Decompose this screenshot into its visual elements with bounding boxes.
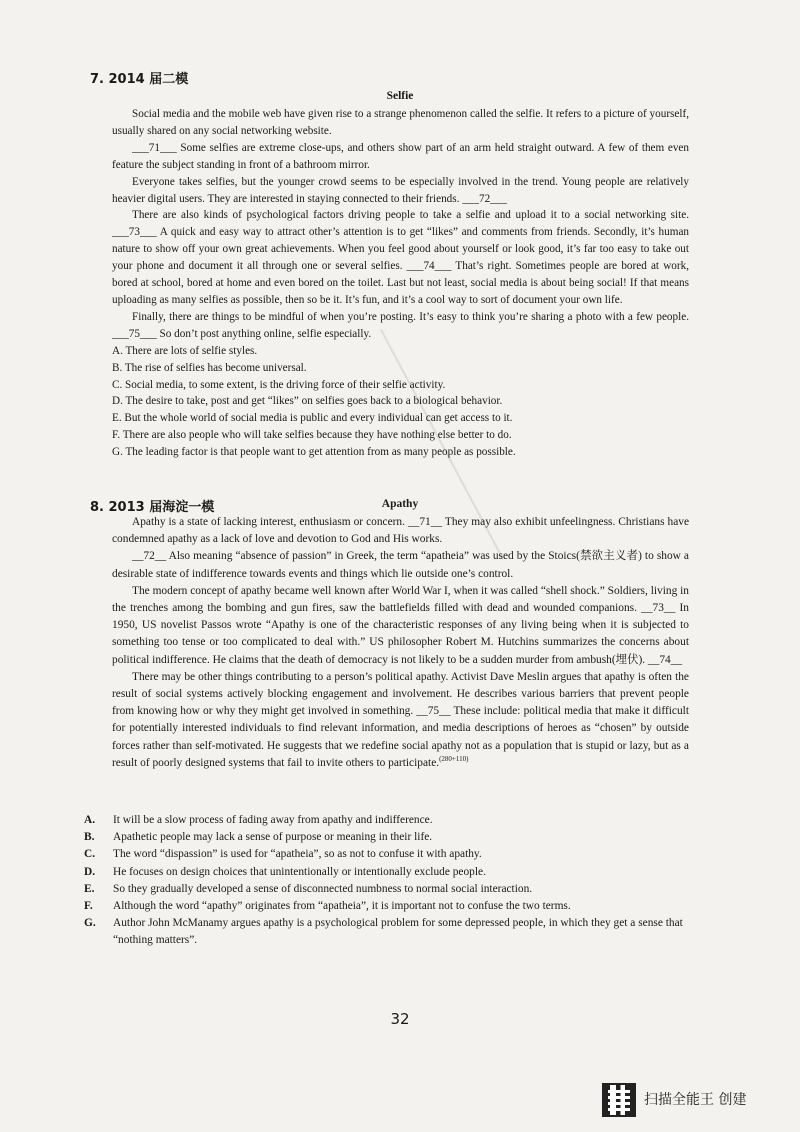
paragraph: Social media and the mobile web have given rise to a strange phenomenon called the selfie. It refers to a picture of yourself, usually shared on any social networking website.: [112, 108, 689, 137]
option-f: F. There are also people who will take selfies because they have nothing else better to do.: [112, 429, 512, 442]
option-d: [84, 864, 704, 881]
option-text: The word “dispassion” is used for “apatheia”, so as not to confuse it with apathy.: [113, 848, 482, 861]
paragraph: Everyone takes selfies, but the younger crowd seems to be especially involved in the trend. Young people are relatively heavier digital users. They are interested in staying connected to their friends. ___72___: [112, 175, 689, 205]
option-letter: G.: [84, 917, 96, 930]
option-letter: E.: [84, 882, 95, 895]
section-7-heading: 7. 2014 届二模: [90, 72, 189, 87]
option-text: Author John McManamy argues apathy is a psychological problem for some depressed people, in which they get a sense that “nothing matters”.: [113, 917, 683, 947]
section-8-passage: [112, 514, 689, 772]
option-g: G. The leading factor is that people want to get attention from as many people as possible.: [112, 446, 516, 459]
option-letter: B.: [84, 831, 95, 844]
option-a: [84, 812, 704, 829]
section-7-passage: [112, 106, 689, 461]
section-8-title: Apathy: [381, 498, 419, 510]
paragraph-text: There may be other things contributing to a person’s political apathy. Activist Dave Meslin argues that apathy is often the result of social systems actively blocking engagement and involvement. He describes various barriers that prevent people from knowing how or why they might get involved in something. __75__ These include: political media that make it difficult for potentially interested individuals to find relevant information, and media descriptions of heroes as “chosen” by outside forces rather than self-motivated. He suggests that we redefine social apathy not as a population that is stupid or lazy, but as a result of poorly designed systems that fail to invite others to participate.: [112, 670, 689, 769]
paragraph: ___71___ Some selfies are extreme close-ups, and others show part of an arm held straight outward. A few of them even feature the subject standing in front of a bathroom mirror.: [112, 141, 689, 171]
option-text: Apathetic people may lack a sense of purpose or meaning in their life.: [113, 831, 433, 844]
paragraph: [112, 669, 689, 772]
paragraph: The modern concept of apathy became well known after World War I, when it was called “shell shock.” Soldiers, living in the trenches among the bombing and gun fires, saw the battlefields filled with dead and wounded companions. __73__ In 1950, US novelist Passos wrote “Apathy is one of the characteristic responses of any living being when it is subjected to something too tense or too complicated to deal with.” US philosopher Robert M. Hutchins summarizes the concerns about political indifference. He claims that the death of democracy is not likely to be a sudden murder from ambush(埋伏). __74__: [112, 584, 689, 666]
option-g: [84, 915, 704, 949]
option-text: So they gradually developed a sense of disconnected numbness to normal social interaction.: [113, 882, 533, 895]
option-b: [84, 829, 704, 846]
option-b: B. The rise of selfies has become universal.: [112, 361, 307, 374]
option-text: Although the word “apathy” originates from “apatheia”, it is important not to confuse the two terms.: [113, 900, 571, 913]
paragraph: Finally, there are things to be mindful of when you’re posting. It’s easy to think you’re sharing a photo with a few people. ___75___ So don’t post anything online, selfie especially.: [112, 310, 689, 340]
option-text: It will be a slow process of fading away from apathy and indifference.: [113, 814, 433, 826]
option-text: He focuses on design choices that unintentionally or intentionally exclude people.: [113, 865, 486, 878]
word-count-note: (280+110): [439, 755, 469, 764]
option-e: E. But the whole world of social media is public and every individual can get access to it.: [112, 412, 513, 425]
page-number: 32: [390, 1010, 410, 1028]
qr-code-icon: [602, 1083, 636, 1117]
option-c: C. Social media, to some extent, is the driving force of their selfie activity.: [112, 378, 446, 391]
option-a: A. There are lots of selfie styles.: [112, 344, 258, 357]
paragraph: There are also kinds of psychological factors driving people to take a selfie and upload it to a social networking site. ___73___ A quick and easy way to attract other’s attention is to get “likes” and comments from friends. Secondly, it’s human nature to show off your own great achievements. When you feel good about yourself or look good, it’s far too easy to take out your phone and document it all through one or several selfies. ___74___ That’s right. Sometimes people are bored at work, bored at school, bored at home and even bored on the toilet. Last but not least, social media is about being social! If that means uploading as many selfies as possible, then so be it. It’s fun, and it’s a cool way to sort of document your own life.: [112, 209, 689, 306]
option-f: [84, 898, 704, 915]
scanner-brand-label: 扫描全能王 创建: [644, 1092, 747, 1108]
option-letter: D.: [84, 865, 96, 878]
section-8-heading: 8. 2013 届海淀一模: [90, 500, 215, 515]
option-e: [84, 881, 704, 898]
option-d: D. The desire to take, post and get “likes” on selfies goes back to a biological behavior.: [112, 395, 503, 408]
section-7-title: Selfie: [386, 90, 414, 102]
option-c: [84, 846, 704, 863]
section-8-options: [84, 812, 704, 950]
paragraph: Apathy is a state of lacking interest, enthusiasm or concern. __71__ They may also exhibit unfeelingness. Christians have condemned apathy as a lack of love and devotion to God and His works.: [112, 516, 689, 546]
option-letter: F.: [84, 900, 93, 913]
option-letter: C.: [84, 848, 96, 861]
paragraph: __72__ Also meaning “absence of passion” in Greek, the term “apatheia” was used by the Stoics(禁欲主义者) to show a desirable state of indifference towards events and things which lie outside one’s control.: [112, 550, 689, 580]
option-letter: A.: [84, 814, 96, 826]
